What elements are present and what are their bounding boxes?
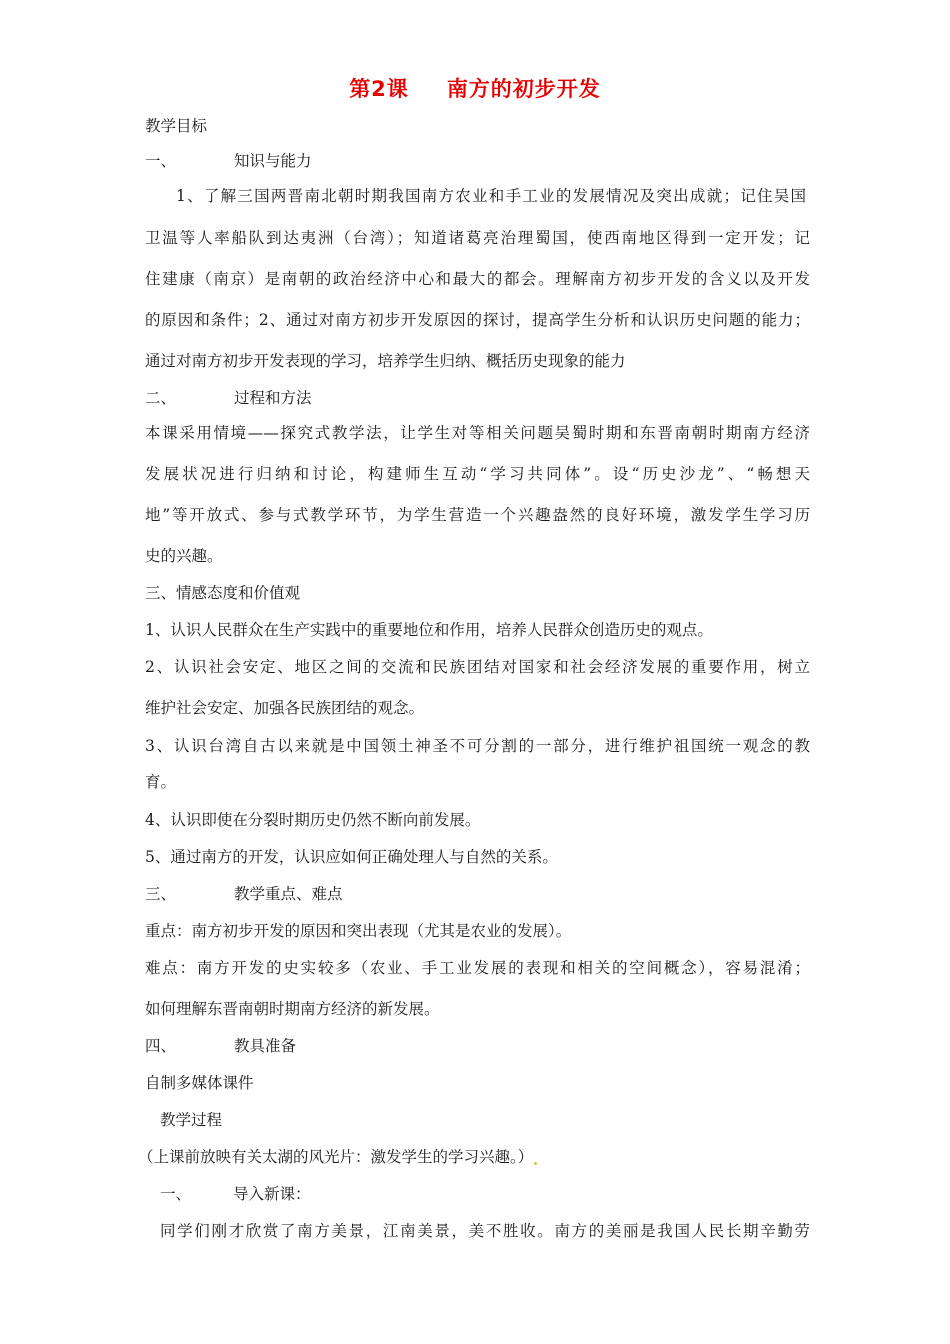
heading-number: 三、 (145, 885, 177, 903)
heading-key-points (145, 884, 343, 904)
heading-number: 一、 (160, 1185, 192, 1203)
heading-number: 二、 (145, 389, 177, 407)
heading-text: 教学重点、难点 (234, 885, 343, 903)
pre-class-note (138, 1147, 538, 1167)
heading-number: 一、 (145, 152, 177, 170)
pre-class-note-text: （上课前放映有关太湖的风光片：激发学生的学习兴趣。） (138, 1148, 534, 1166)
lesson-title (0, 73, 950, 103)
heading-process-method (145, 388, 312, 408)
heading-knowledge (145, 151, 312, 171)
heading-number: 四、 (145, 1037, 177, 1055)
list-item: 1、认识人民群众在生产实践中的重要地位和作用，培养人民群众创造历史的观点。 (145, 621, 713, 639)
heading-emotion-values: 三、情感态度和价值观 (145, 584, 301, 602)
paragraph-line: 史的兴趣。 (145, 547, 223, 565)
heading-teaching-aids (145, 1036, 296, 1056)
lesson-name: 南方的初步开发 (446, 77, 601, 101)
paragraph-line: 1、了解三国两晋南北朝时期我国南方农业和手工业的发展情况及突出成就；记住吴国 (176, 187, 806, 205)
heading-text: 知识与能力 (234, 152, 312, 170)
paragraph-line: 地”等开放式、参与式教学环节，为学生营造一个兴趣盎然的良好环境，激发学生学习历 (145, 506, 810, 524)
heading-text: 过程和方法 (234, 389, 312, 407)
paragraph-line: 本课采用情境——探究式教学法，让学生对等相关问题吴蜀时期和东晋南朝时期南方经济 (145, 424, 810, 442)
marker-dot (534, 1162, 537, 1165)
paragraph-line: 卫温等人率船队到达夷洲（台湾）；知道诸葛亮治理蜀国，使西南地区得到一定开发；记 (145, 229, 810, 247)
heading-intro (160, 1184, 311, 1204)
paragraph-line: 通过对南方初步开发表现的学习，培养学生归纳、概括历史现象的能力 (145, 352, 626, 370)
lesson-number: 第2课 (349, 77, 409, 101)
heading-text: 导入新课： (233, 1185, 311, 1203)
section-teaching-goals: 教学目标 (145, 117, 208, 135)
list-item-continued: 维护社会安定、加强各民族团结的观念。 (145, 699, 425, 717)
heading-text: 教具准备 (234, 1037, 297, 1055)
teaching-aids-text: 自制多媒体课件 (145, 1074, 254, 1092)
list-item: 3、认识台湾自古以来就是中国领土神圣不可分割的一部分，进行维护祖国统一观念的教 (145, 737, 810, 755)
key-point-line: 重点：南方初步开发的原因和突出表现（尤其是农业的发展）。 (145, 922, 572, 940)
list-item: 5、通过南方的开发，认识应如何正确处理人与自然的关系。 (145, 848, 558, 866)
difficulty-line: 难点：南方开发的史实较多（农业、手工业发展的表现和相关的空间概念），容易混淆； (145, 959, 810, 977)
list-item: 2、认识社会安定、地区之间的交流和民族团结对国家和社会经济发展的重要作用，树立 (145, 658, 810, 676)
difficulty-line-continued: 如何理解东晋南朝时期南方经济的新发展。 (145, 1000, 440, 1018)
list-item: 4、认识即使在分裂时期历史仍然不断向前发展。 (145, 811, 481, 829)
paragraph-line: 住建康（南京）是南朝的政治经济中心和最大的都会。理解南方初步开发的含义以及开发 (145, 270, 810, 288)
paragraph-line: 同学们刚才欣赏了南方美景，江南美景，美不胜收。南方的美丽是我国人民长期辛勤劳 (160, 1222, 810, 1240)
list-item-continued: 育。 (145, 773, 177, 791)
paragraph-line: 的原因和条件；2、通过对南方初步开发原因的探讨，提高学生分析和认识历史问题的能力； (145, 311, 810, 329)
paragraph-line: 发展状况进行归纳和讨论，构建师生互动“学习共同体”。设“历史沙龙”、“畅想天 (145, 465, 810, 483)
section-teaching-process: 教学过程 (160, 1111, 223, 1129)
